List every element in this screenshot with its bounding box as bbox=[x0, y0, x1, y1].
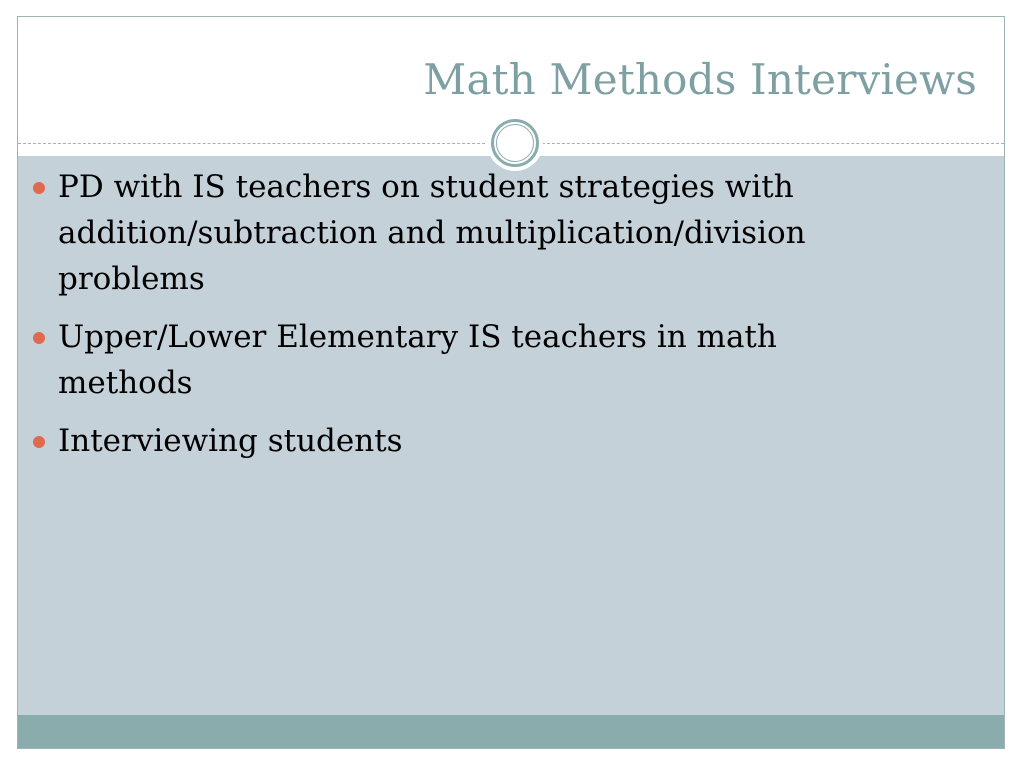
bullet-marker-icon bbox=[33, 182, 45, 194]
bullet-item bbox=[30, 418, 880, 464]
bullet-text: Upper/Lower Elementary IS teachers in math methods bbox=[58, 319, 777, 401]
footer-band bbox=[18, 715, 1004, 749]
bullet-marker-icon bbox=[33, 332, 45, 344]
ring-ornament-core bbox=[496, 124, 534, 162]
bullet-text: PD with IS teachers on student strategies with addition/subtraction and multiplication/division problems bbox=[58, 169, 806, 297]
bullet-marker-icon bbox=[33, 436, 45, 448]
bullet-text: Interviewing students bbox=[58, 423, 403, 459]
slide-title: Math Methods Interviews bbox=[423, 55, 977, 104]
bullet-list bbox=[30, 164, 880, 476]
bullet-item bbox=[30, 164, 880, 302]
bullet-item bbox=[30, 314, 880, 406]
